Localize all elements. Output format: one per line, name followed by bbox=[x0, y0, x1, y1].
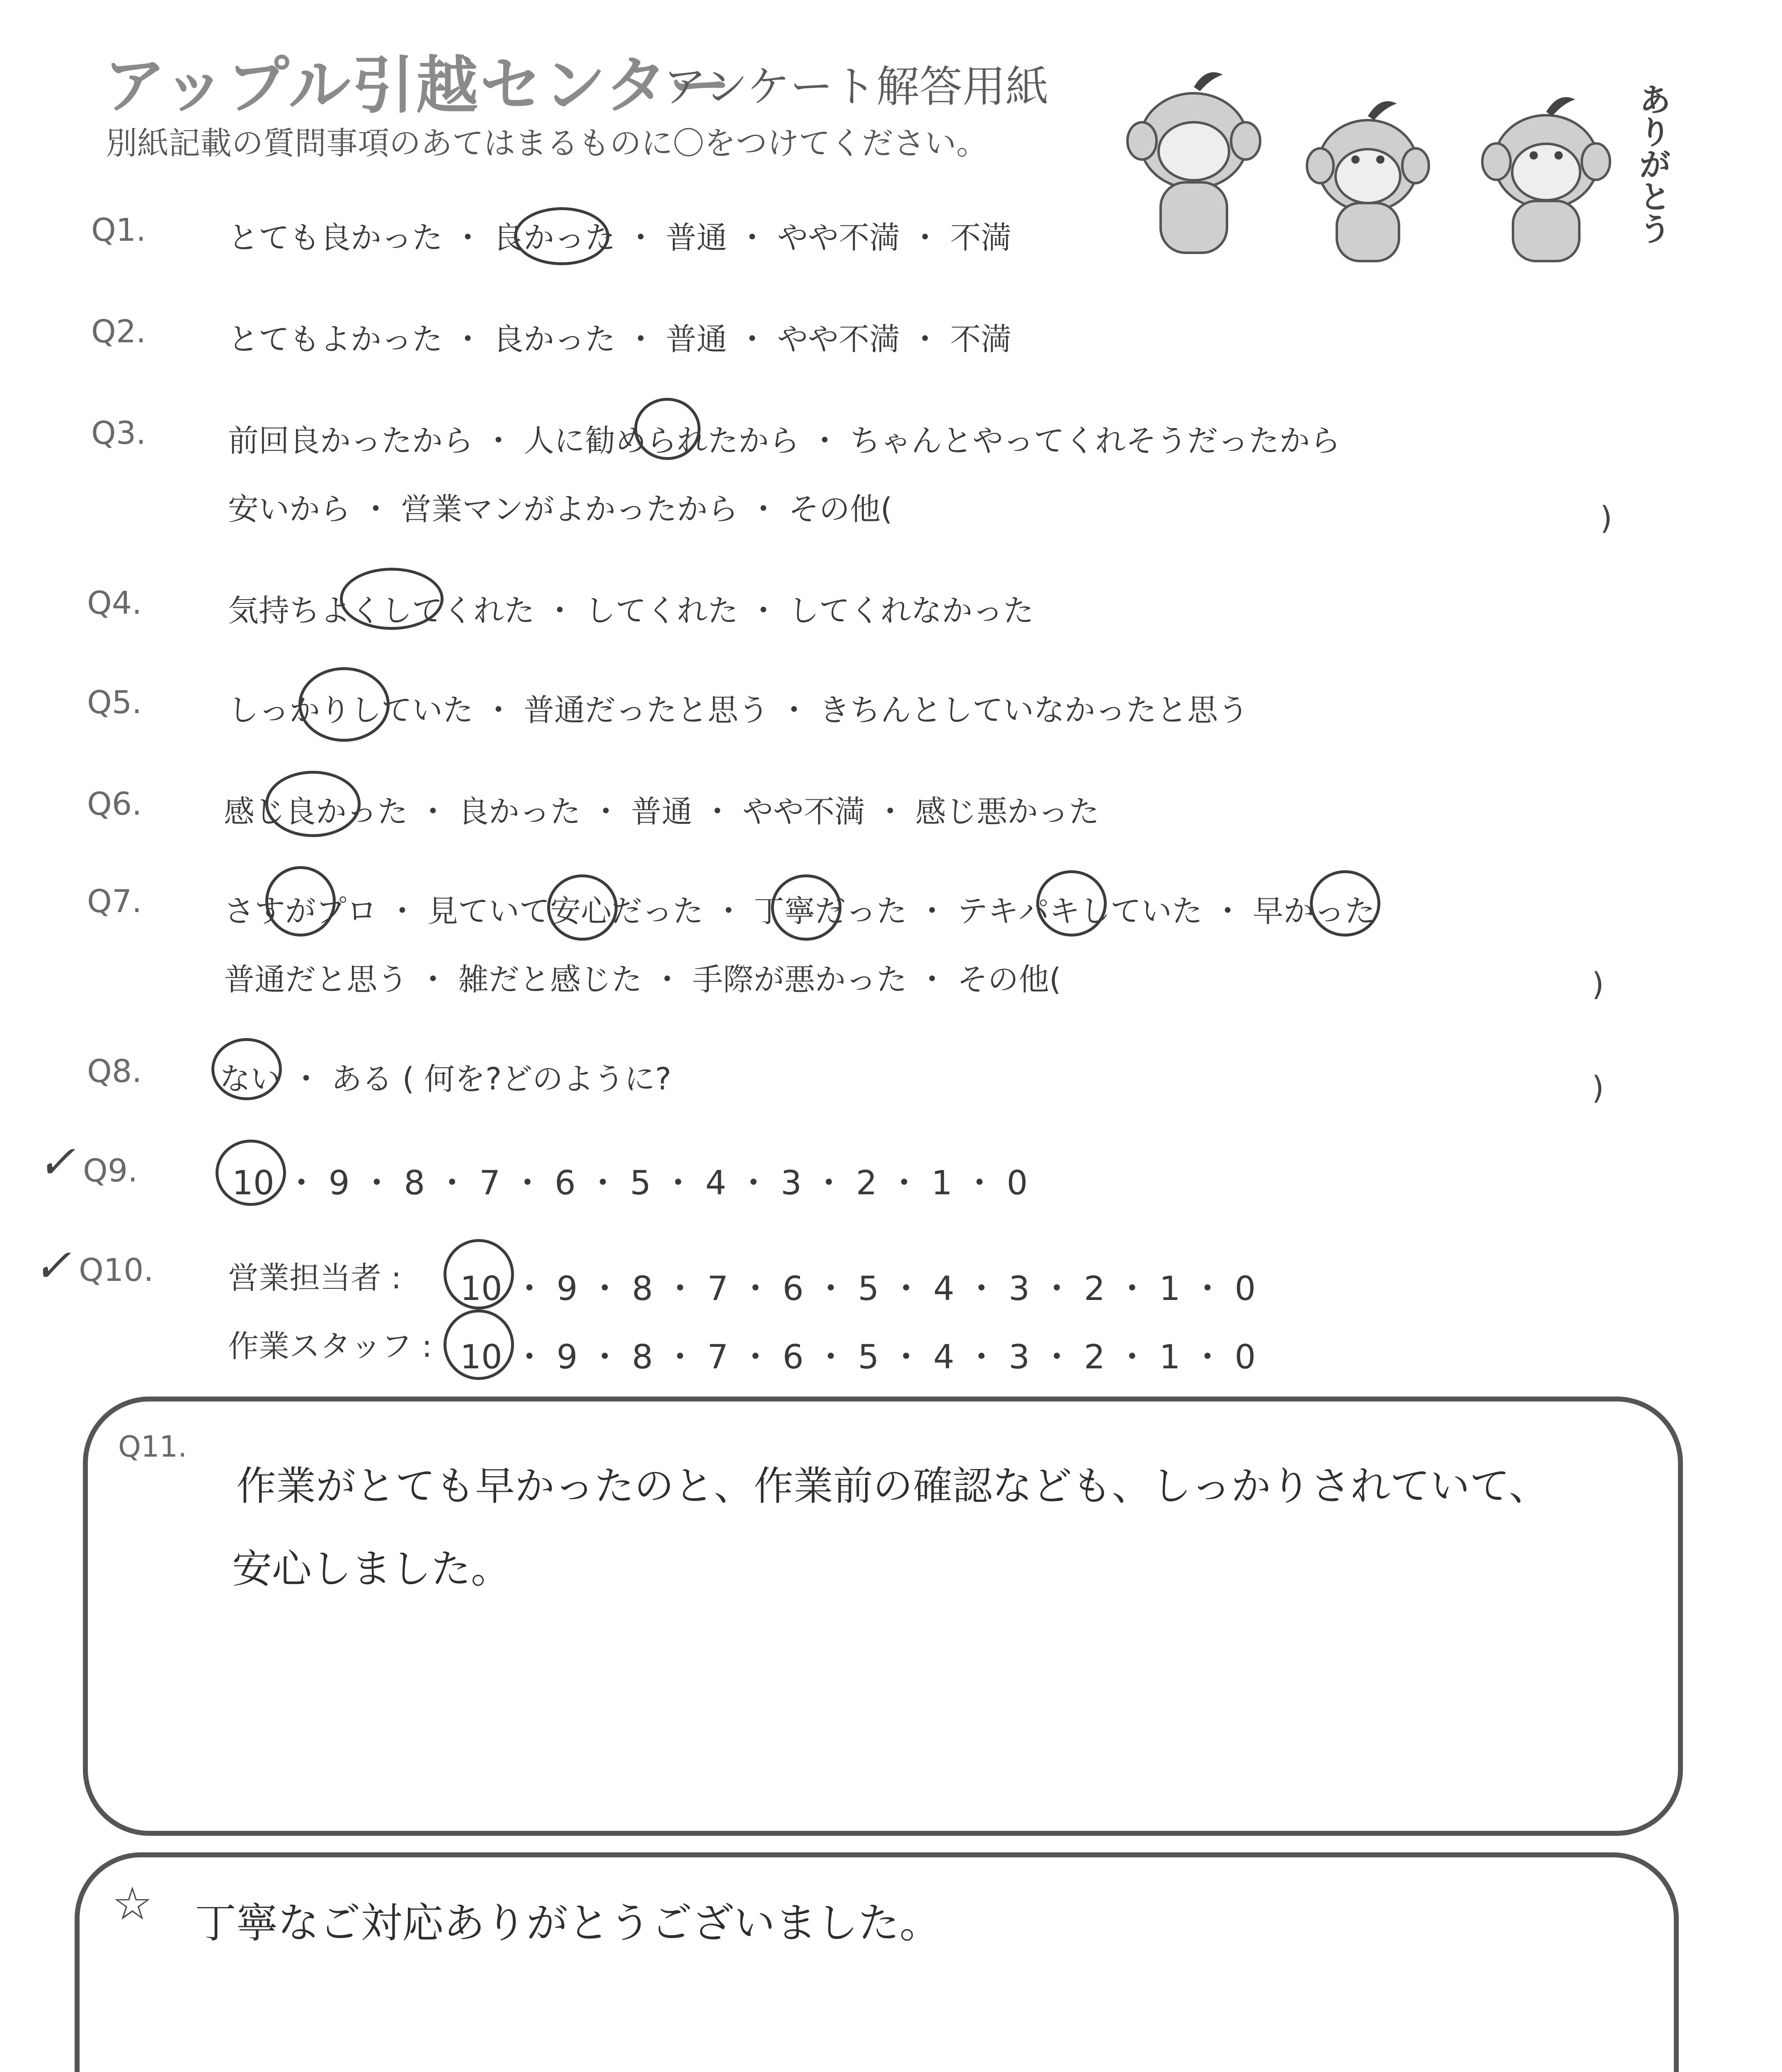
q7-label: Q7. bbox=[87, 883, 142, 920]
q10-label: Q10. bbox=[79, 1251, 154, 1288]
q5-options: しっかりしていた ・ 普通だったと思う ・ きちんとしていなかったと思う bbox=[228, 692, 1249, 728]
q10-sales-scale: 10 ・ 9 ・ 8 ・ 7 ・ 6 ・ 5 ・ 4 ・ 3 ・ 2 ・ 1 ・ 0 bbox=[460, 1269, 1256, 1308]
q8-label: Q8. bbox=[87, 1053, 142, 1089]
q11-answer-line1: 作業がとても早かったのと、作業前の確認なども、しっかりされていて、 bbox=[236, 1463, 1549, 1509]
q3-label: Q3. bbox=[91, 414, 146, 451]
q7-options-line1: さすがプロ ・ 見ていて安心だった ・ 丁寧だった ・ テキパキしていた ・ 早かった bbox=[224, 893, 1376, 929]
q9-check-mark: ✓ bbox=[37, 1135, 76, 1188]
q7-selection-circle-hayakatta[interactable] bbox=[1310, 870, 1380, 937]
q7-close-paren: ) bbox=[1592, 966, 1604, 1002]
q7-selection-circle-anshin[interactable] bbox=[547, 874, 618, 941]
form-title: アンケート解答用紙 bbox=[663, 61, 1049, 112]
q4-selection-circle[interactable] bbox=[340, 568, 444, 630]
q7-selection-circle-pro[interactable] bbox=[265, 866, 336, 937]
comment-box[interactable] bbox=[75, 1852, 1679, 2072]
q8-close-paren: ) bbox=[1592, 1069, 1604, 1106]
q8-options: ない ・ ある ( 何を?どのように? bbox=[220, 1061, 672, 1097]
q7-options-line2: 普通だと思う ・ 雑だと感じた ・ 手際が悪かった ・ その他( bbox=[224, 962, 1062, 997]
q1-selection-circle[interactable] bbox=[514, 207, 609, 265]
q5-selection-circle[interactable] bbox=[298, 667, 390, 742]
q11-label: Q11. bbox=[118, 1430, 187, 1464]
q1-label: Q1. bbox=[91, 211, 146, 248]
q3-close-paren: ) bbox=[1600, 499, 1612, 536]
q11-answer-line2: 安心しました。 bbox=[232, 1546, 511, 1592]
q10-check-mark: ✓ bbox=[33, 1239, 72, 1292]
q10-staff-selection-circle[interactable] bbox=[444, 1310, 514, 1380]
instruction-text: 別紙記載の質問事項のあてはまるものに〇をつけてください。 bbox=[106, 125, 988, 162]
q10-staff-scale: 10 ・ 9 ・ 8 ・ 7 ・ 6 ・ 5 ・ 4 ・ 3 ・ 2 ・ 1 ・ 0 bbox=[460, 1338, 1256, 1376]
monkey-mascots-icon bbox=[1111, 58, 1700, 265]
q3-options-line2: 安いから ・ 営業マンがよかったから ・ その他( bbox=[228, 491, 892, 527]
star-icon: ☆ bbox=[112, 1877, 153, 1930]
q6-options: 感じ良かった ・ 良かった ・ 普通 ・ やや不満 ・ 感じ悪かった bbox=[224, 794, 1100, 830]
q7-selection-circle-teinei[interactable] bbox=[771, 874, 841, 941]
q4-label: Q4. bbox=[87, 584, 142, 621]
q1-options: とても良かった ・ 良かった ・ 普通 ・ やや不満 ・ 不満 bbox=[228, 220, 1012, 256]
q8-selection-circle[interactable] bbox=[211, 1038, 282, 1100]
q4-options: 気持ちよくしてくれた ・ してくれた ・ してくれなかった bbox=[228, 593, 1034, 629]
q3-options-line1: 前回良かったから ・ 人に勧められたから ・ ちゃんとやってくれそうだったから bbox=[228, 423, 1341, 459]
q10-sales-selection-circle[interactable] bbox=[444, 1239, 514, 1310]
q2-options: とてもよかった ・ 良かった ・ 普通 ・ やや不満 ・ 不満 bbox=[228, 322, 1012, 357]
q9-selection-circle[interactable] bbox=[216, 1140, 286, 1206]
q9-scale: 10 ・ 9 ・ 8 ・ 7 ・ 6 ・ 5 ・ 4 ・ 3 ・ 2 ・ 1 ・ 0 bbox=[232, 1164, 1028, 1202]
q6-selection-circle[interactable] bbox=[265, 771, 361, 837]
comment-text: 丁寧なご対応ありがとうございました。 bbox=[195, 1899, 941, 1947]
q6-label: Q6. bbox=[87, 785, 142, 822]
q5-label: Q5. bbox=[87, 684, 142, 721]
mascot-caption: ありがとう bbox=[1634, 83, 1671, 244]
q3-selection-circle[interactable] bbox=[634, 398, 701, 460]
q10-staff-label: 作業スタッフ : bbox=[228, 1329, 432, 1364]
q7-selection-circle-tekipaki[interactable] bbox=[1036, 870, 1107, 937]
mascot-illustration bbox=[1111, 58, 1700, 265]
q2-label: Q2. bbox=[91, 313, 146, 350]
company-title: アップル引越センター bbox=[104, 50, 733, 122]
q10-sales-label: 営業担当者 : bbox=[228, 1260, 402, 1296]
q9-label: Q9. bbox=[83, 1152, 138, 1189]
